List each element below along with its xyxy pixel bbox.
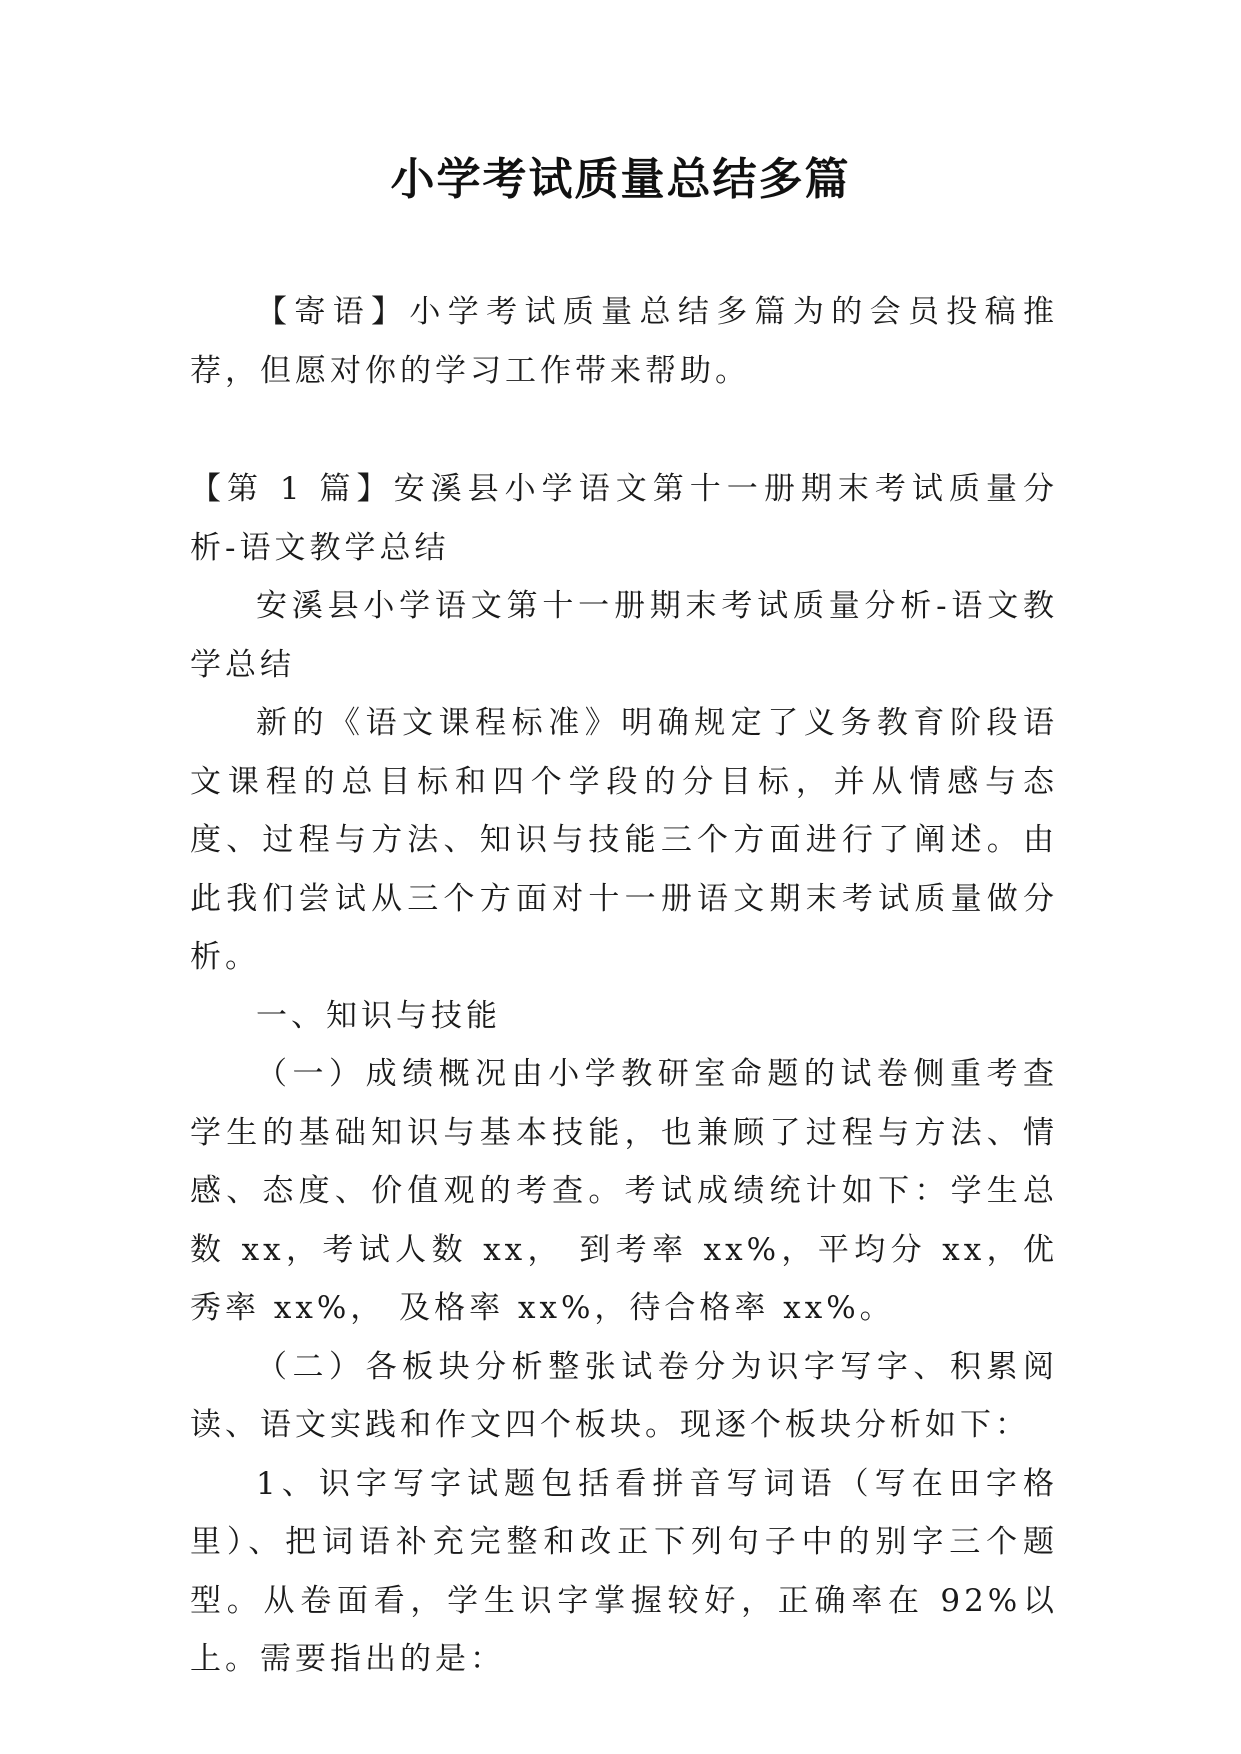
section-analysis-paragraph: （二）各板块分析整张试卷分为识字写字、积累阅读、语文实践和作文四个板块。现逐个板块分析如下： bbox=[190, 1348, 1058, 1443]
article-heading: 【第 1 篇】安溪县小学语文第十一册期末考试质量分析-语文教学总结 bbox=[190, 471, 1058, 566]
document-body bbox=[190, 283, 1058, 1689]
intro-paragraph: 新的《语文课程标准》明确规定了义务教育阶段语文课程的总目标和四个学段的分目标，并从情感与态度、过程与方法、知识与技能三个方面进行了阐述。由此我们尝试从三个方面对十一册语文期末考试质量做分析。 bbox=[190, 705, 1058, 975]
document-title: 小学考试质量总结多篇 bbox=[390, 154, 851, 205]
literacy-paragraph: 1、识字写字试题包括看拼音写词语（写在田字格里）、把词语补充完整和改正下列句子中的别字三个题型。从卷面看，学生识字掌握较好，正确率在 92%以上。需要指出的是： bbox=[190, 1465, 1058, 1677]
score-overview-paragraph: （一）成绩概况由小学教研室命题的试卷侧重考查学生的基础知识与基本技能，也兼顾了过程与方法、情感、态度、价值观的考查。考试成绩统计如下：学生总数 xx，考试人数 xx， 到考率 xx%，平均分 xx，优秀率 xx%， 及格率 xx%，待合格率 xx%。 bbox=[190, 1056, 1058, 1326]
section-heading: 一、知识与技能 bbox=[256, 997, 501, 1034]
foreword-paragraph: 【寄语】小学考试质量总结多篇为的会员投稿推荐，但愿对你的学习工作带来帮助。 bbox=[190, 294, 1058, 389]
article-subtitle: 安溪县小学语文第十一册期末考试质量分析-语文教学总结 bbox=[190, 588, 1058, 683]
